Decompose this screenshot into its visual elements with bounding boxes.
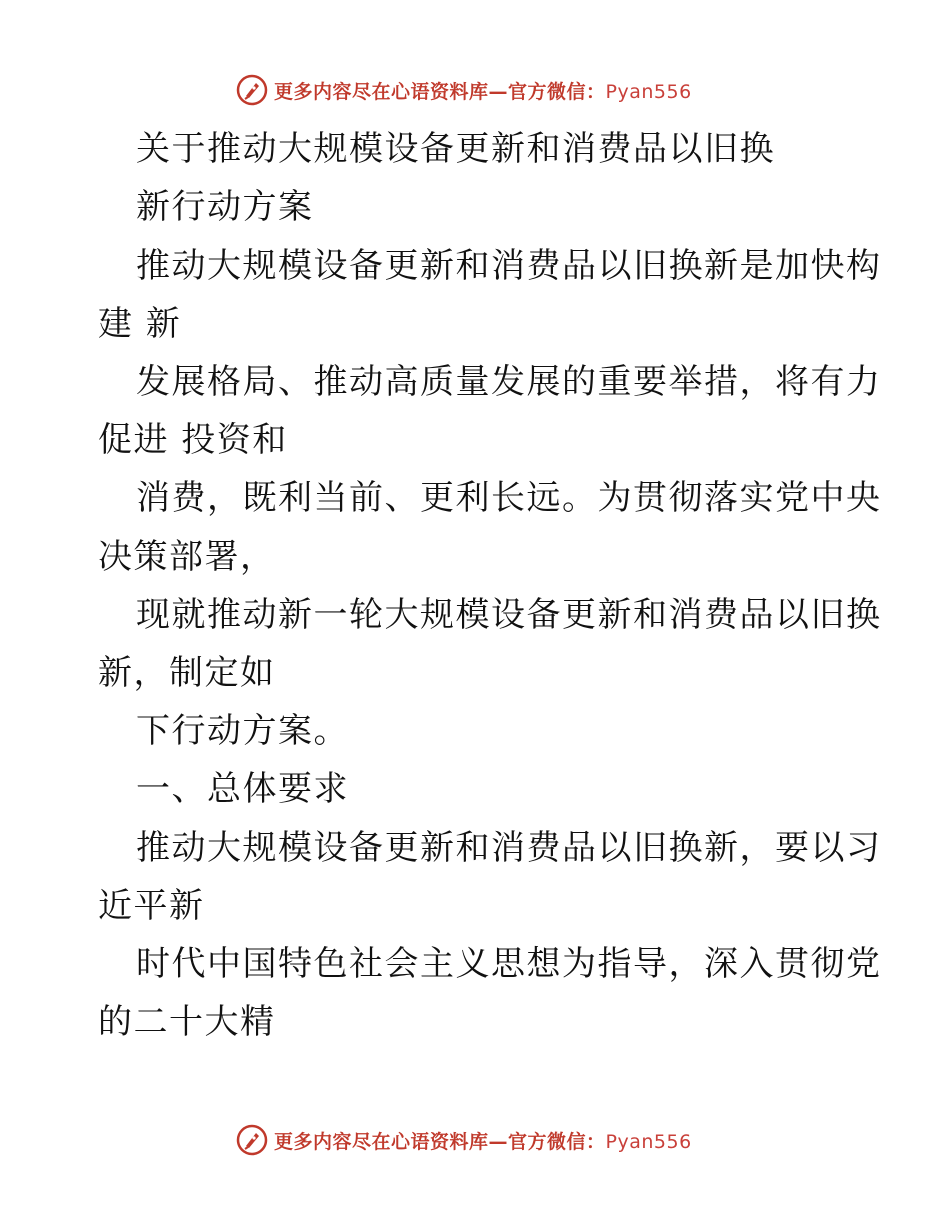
header-watermark: [236, 72, 756, 108]
watermark-handle: Pyan556: [605, 80, 692, 103]
watermark-text: 更多内容尽在心语资料库—官方微信：Pyan556: [274, 80, 692, 103]
section-heading: 一、总体要求: [136, 769, 349, 809]
doc-title-line-1: 关于推动大规模设备更新和消费品以旧换: [136, 129, 775, 169]
footer-watermark: [236, 1122, 756, 1158]
fountain-pen-nib-icon: [236, 74, 268, 106]
watermark-text: 更多内容尽在心语资料库—官方微信：Pyan556: [274, 1130, 692, 1153]
paragraph-line: 推动大规模设备更新和消费品以旧换新，要以习: [136, 828, 882, 868]
paragraph-line: 的二十大精: [98, 1002, 276, 1042]
watermark-handle: Pyan556: [605, 1130, 692, 1153]
doc-title-line-2: 新行动方案: [136, 187, 314, 227]
paragraph-line: 促进 投资和: [98, 420, 288, 460]
paragraph-line: 发展格局、推动高质量发展的重要举措，将有力: [136, 362, 882, 402]
paragraph-line: 现就推动新一轮大规模设备更新和消费品以旧换: [136, 595, 882, 635]
paragraph-line: 时代中国特色社会主义思想为指导，深入贯彻党: [136, 944, 882, 984]
paragraph-line: 推动大规模设备更新和消费品以旧换新是加快构: [136, 246, 882, 286]
paragraph-line: 下行动方案。: [136, 711, 349, 751]
paragraph-line: 近平新: [98, 886, 205, 926]
paragraph-line: 新，制定如: [98, 653, 276, 693]
fountain-pen-nib-icon: [236, 1124, 268, 1156]
paragraph-line: 消费，既利当前、更利长远。为贯彻落实党中央: [136, 478, 882, 518]
paragraph-line: 决策部署，: [98, 537, 276, 577]
paragraph-line: 建 新: [98, 304, 182, 344]
